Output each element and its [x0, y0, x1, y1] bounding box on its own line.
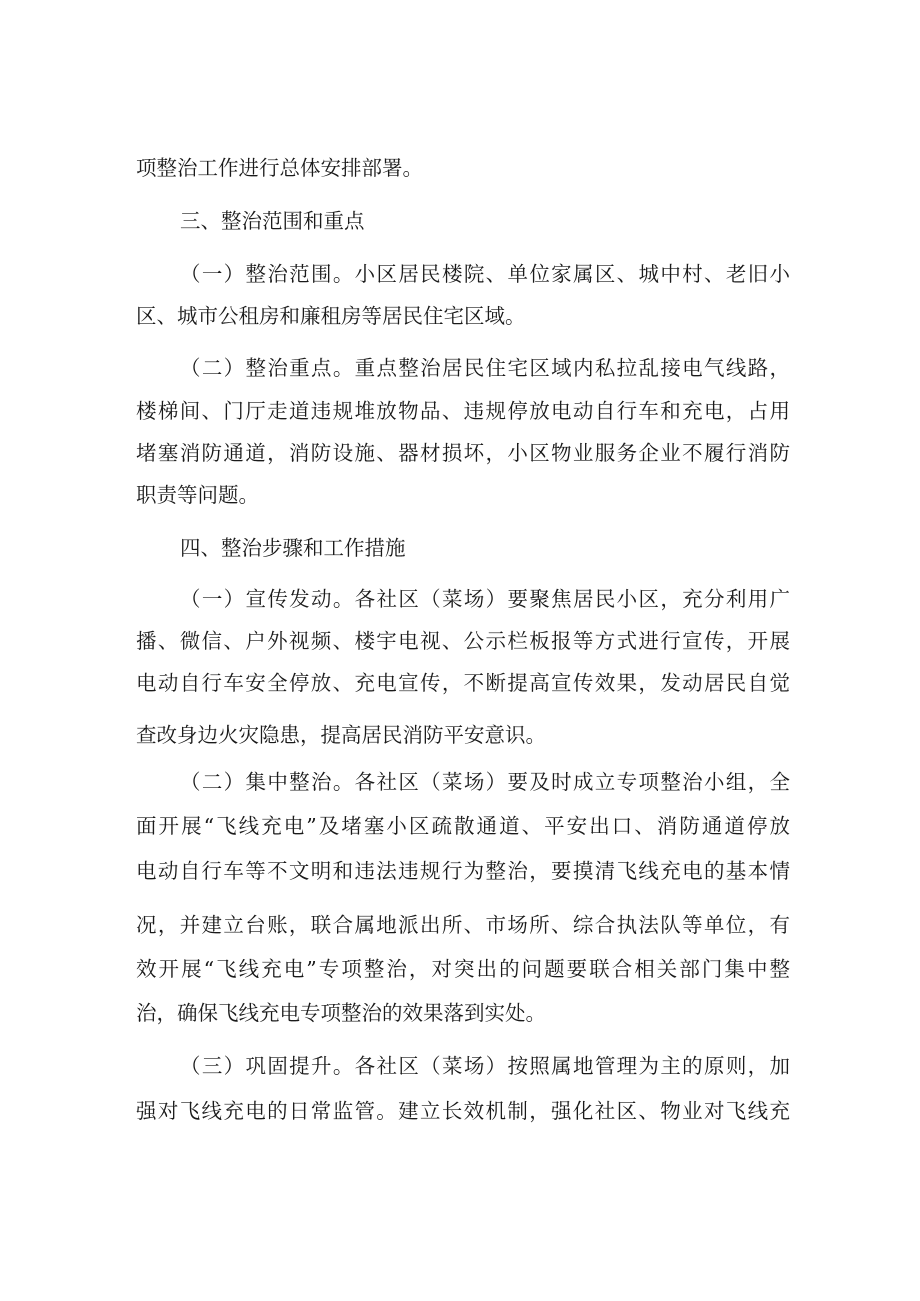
text-line-17: 况，并建立台账，联合属地派出所、市场所、综合执法队等单位，有: [136, 913, 790, 937]
text-line-21: 强对飞线充电的日常监管。建立长效机制，强化社区、物业对飞线充: [136, 1099, 790, 1123]
text-line-5: （二）整治重点。重点整治居民住宅区域内私拉乱接电气线路，: [180, 356, 790, 380]
text-line-12: 电动自行车安全停放、充电宣传，不断提高宣传效果，发动居民自觉: [136, 671, 790, 695]
text-line-1: 项整治工作进行总体安排部署。: [136, 156, 423, 180]
text-line-15: 面开展“飞线充电”及堵塞小区疏散通道、平安出口、消防通道停放: [136, 814, 790, 838]
text-line-10: （一）宣传发动。各社区（菜场）要聚焦居民小区，充分利用广: [180, 587, 790, 611]
text-line-11: 播、微信、户外视频、楼宇电视、公示栏板报等方式进行宣传，开展: [136, 629, 790, 653]
text-line-4: 区、城市公租房和廉租房等居民住宅区域。: [136, 304, 526, 328]
section-heading-3: 三、整治范围和重点: [180, 209, 365, 233]
section-heading-4: 四、整治步骤和工作措施: [180, 536, 406, 560]
text-line-14: （二）集中整治。各社区（菜场）要及时成立专项整治小组，全: [180, 770, 790, 794]
text-line-7: 堵塞消防通道，消防设施、器材损坏，小区物业服务企业不履行消防: [136, 441, 790, 465]
text-line-16: 电动自行车等不文明和违法违规行为整治，要摸清飞线充电的基本情: [136, 859, 790, 883]
text-line-6: 楼梯间、门厅走道违规堆放物品、违规停放电动自行车和充电，占用: [136, 399, 790, 423]
text-line-3: （一）整治范围。小区居民楼院、单位家属区、城中村、老旧小: [180, 262, 790, 286]
text-line-20: （三）巩固提升。各社区（菜场）按照属地管理为主的原则，加: [180, 1054, 790, 1078]
text-line-13: 查改身边火灾隐患，提高居民消防平安意识。: [136, 723, 546, 747]
text-line-8: 职责等问题。: [136, 483, 259, 507]
text-line-18: 效开展“飞线充电”专项整治，对突出的问题要联合相关部门集中整: [136, 957, 790, 981]
text-line-19: 治，确保飞线充电专项整治的效果落到实处。: [136, 1001, 546, 1025]
